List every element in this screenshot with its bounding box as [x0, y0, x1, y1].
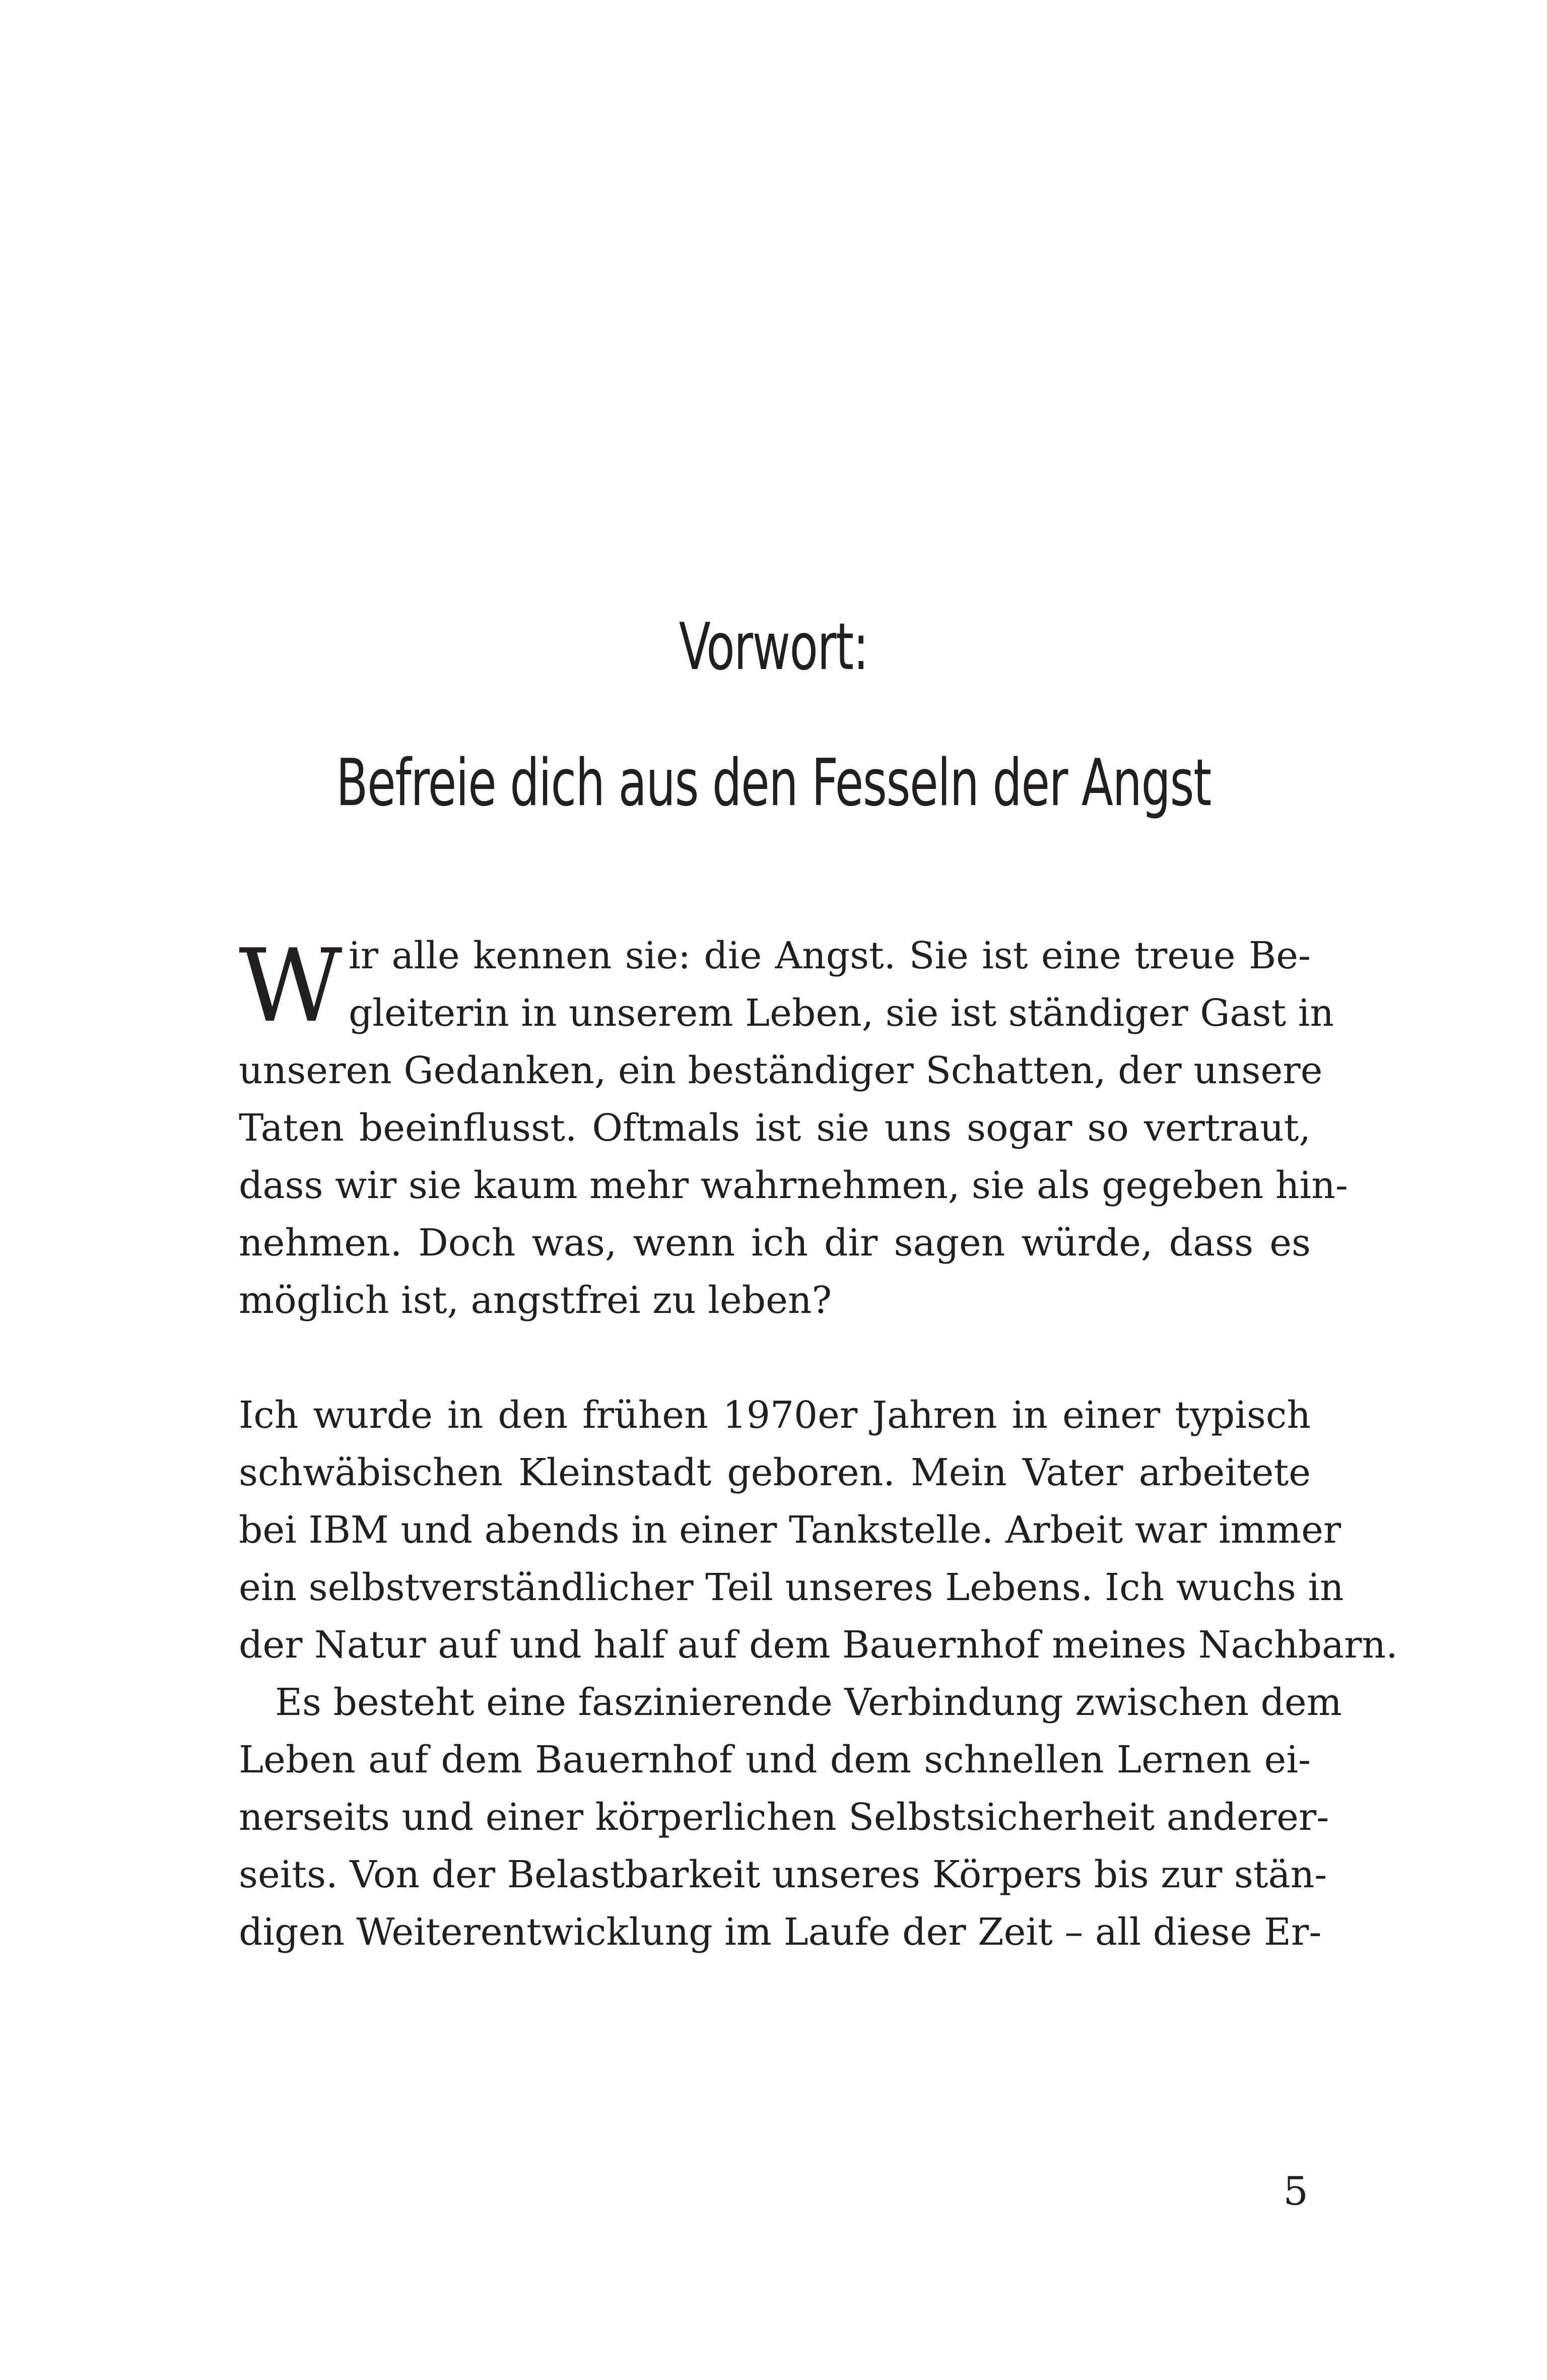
paragraph-line: möglich ist, angstfrei zu leben? — [239, 1279, 832, 1322]
paragraph-line: dass wir sie kaum mehr wahrnehmen, sie als gegeben hin- — [239, 1164, 1348, 1207]
paragraph-line: ir alle kennen sie: die Angst. Sie ist eine treue Be- — [349, 934, 1311, 977]
paragraph-line: unseren Gedanken, ein beständiger Schatten, der unsere — [239, 1049, 1323, 1092]
paragraph-line: ein selbstverständlicher Teil unseres Lebens. Ich wuchs in — [239, 1566, 1344, 1609]
paragraph-2 — [239, 1386, 1398, 1961]
paragraph-line: nehmen. Doch was, wenn ich dir sagen würde, dass es — [239, 1221, 1311, 1265]
paragraph-line: bei IBM und abends in einer Tankstelle. Arbeit war immer — [239, 1508, 1341, 1552]
drop-cap: W — [239, 928, 343, 1045]
paragraph-1 — [239, 927, 1348, 1329]
chapter-heading-line-1: Vorwort: — [679, 610, 868, 685]
chapter-heading-line-2: Befreie dich aus den Fesseln der Angst — [336, 746, 1211, 821]
paragraph-line: nerseits und einer körperlichen Selbstsicherheit anderer- — [239, 1796, 1329, 1839]
chapter-heading — [0, 579, 1547, 851]
page-number: 5 — [1283, 2169, 1308, 2214]
paragraph-line: Ich wurde in den frühen 1970er Jahren in einer typisch — [239, 1394, 1311, 1437]
paragraph-line: gleiterin in unserem Leben, sie ist ständiger Gast in — [349, 991, 1334, 1035]
paragraph-line: seits. Von der Belastbarkeit unseres Körpers bis zur stän- — [239, 1853, 1327, 1896]
paragraph-line: Es besteht eine faszinierende Verbindung zwischen dem — [275, 1681, 1342, 1724]
paragraph-line: digen Weiterentwicklung im Laufe der Zeit – all diese Er- — [239, 1910, 1322, 1954]
paragraph-line: Taten beeinflusst. Oftmals ist sie uns sogar so vertraut, — [239, 1106, 1311, 1150]
paragraph-line: der Natur auf und half auf dem Bauernhof meines Nachbarn. — [239, 1623, 1398, 1667]
paragraph-line: Leben auf dem Bauernhof und dem schnellen Lernen ei- — [239, 1738, 1311, 1781]
paragraph-line: schwäbischen Kleinstadt geboren. Mein Vater arbeitete — [239, 1451, 1311, 1494]
